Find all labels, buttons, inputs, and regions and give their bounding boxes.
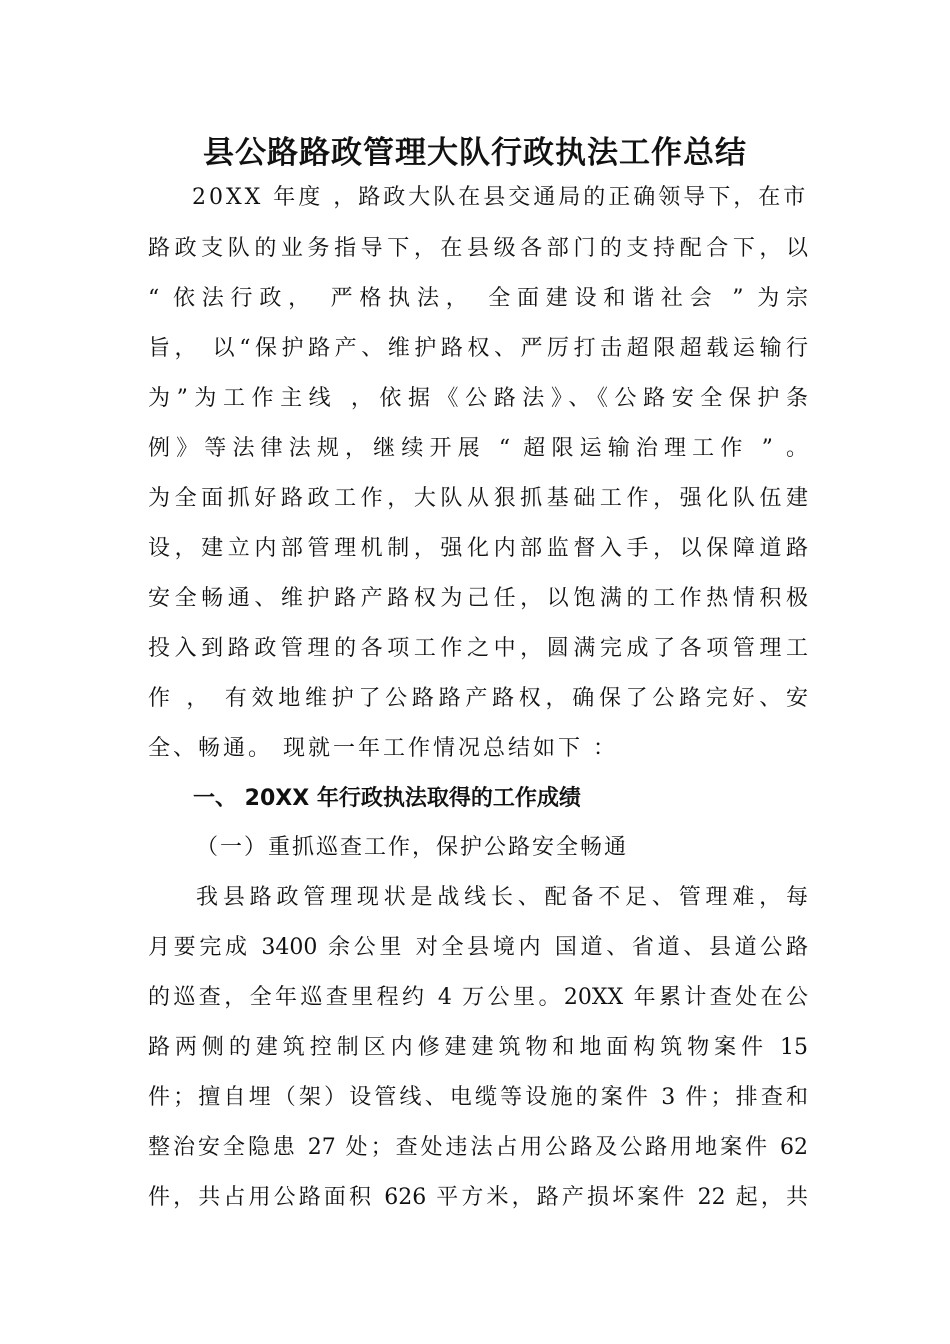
paragraph-line: 全、畅通。 现就一年工作情况总结如下 ：	[148, 736, 618, 761]
paragraph-line: 我县路政管理现状是战线长、配备不足、管理难，每	[196, 885, 808, 910]
paragraph-line: 为”为工作主线 ，依据《公路法》、《公路安全保护条	[148, 386, 808, 411]
paragraph-line: 路两侧的建筑控制区内修建建筑物和地面构筑物案件 15	[148, 1035, 808, 1060]
paragraph-line: 旨， 以“保护路产、维护路权、严厉打击超限超载运输行	[148, 336, 808, 361]
subsection-heading: （一）重抓巡查工作，保护公路安全畅通	[196, 835, 629, 860]
paragraph-line: 投入到路政管理的各项工作之中，圆满完成了各项管理工	[148, 636, 808, 661]
paragraph-line: 例》等法律法规，继续开展 “ 超限运输治理工作 ” 。	[148, 436, 808, 461]
document-title: 县公路路政管理大队行政执法工作总结	[203, 135, 747, 171]
paragraph-line: 为全面抓好路政工作，大队从狠抓基础工作，强化队伍建	[148, 486, 808, 511]
paragraph-line: 的巡查，全年巡查里程约 4 万公里。20XX 年累计查处在公	[148, 985, 808, 1010]
paragraph-line: 设，建立内部管理机制，强化内部监督入手，以保障道路	[148, 536, 808, 561]
paragraph-line: 作 ， 有效地维护了公路路产路权，确保了公路完好、安	[148, 686, 808, 711]
paragraph-line: “ 依法行政， 严格执法， 全面建设和谐社会 ” 为宗	[148, 286, 808, 311]
paragraph-line: 安全畅通、维护路产路权为己任，以饱满的工作热情积极	[148, 586, 808, 611]
paragraph-line: 件；擅自埋（架）设管线、电缆等设施的案件 3 件；排查和	[148, 1085, 808, 1110]
paragraph-line: 月要完成 3400 余公里 对全县境内 国道、省道、县道公路	[148, 935, 808, 960]
paragraph-line: 整治安全隐患 27 处；查处违法占用公路及公路用地案件 62	[148, 1135, 808, 1160]
paragraph-line: 路政支队的业务指导下，在县级各部门的支持配合下，以	[148, 236, 808, 261]
paragraph-line: 20XX 年度 ，路政大队在县交通局的正确领导下，在市	[192, 185, 809, 210]
paragraph-line: 件，共占用公路面积 626 平方米，路产损坏案件 22 起，共	[148, 1185, 808, 1210]
section-heading: 一、 20XX 年行政执法取得的工作成绩	[193, 786, 581, 811]
